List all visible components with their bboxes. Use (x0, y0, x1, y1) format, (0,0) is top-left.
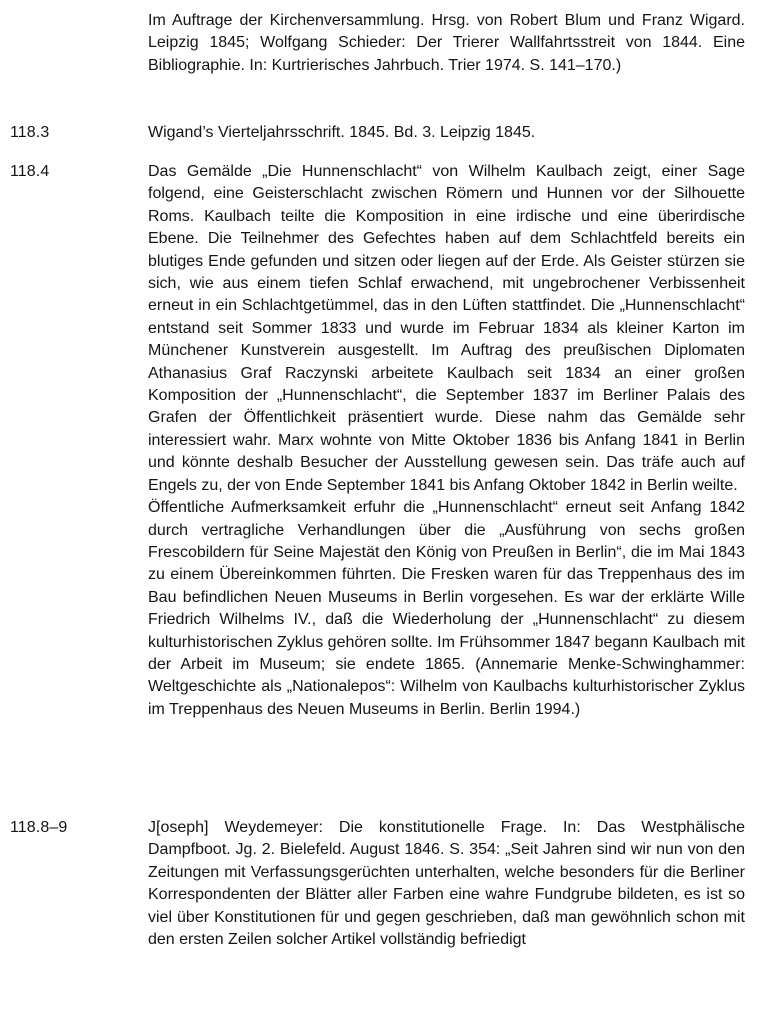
entry-text (148, 10, 745, 77)
entry-paragraph: J[oseph] Weydemeyer: Die konstitutionelle Frage. In: Das Westphälische Dampfboot. Jg. 2. Bielefeld. August 1846. S. 354: „Seit Jahren sind wir nun von den Zeitungen mit Verfassungsgerüchten unterhalten, welche besonders für die Berliner Korrespondenten der Blätter aller Farben eine wahre Fundgrube bildeten, es ist so viel über Konstitutionen für und gegen geschrieben, daß man gewöhnlich schon mit den ersten Zeilen solcher Artikel vollständig befriedigt (148, 819, 745, 949)
entry-text (148, 161, 745, 721)
entry-paragraph: Im Auftrage der Kirchenversammlung. Hrsg. von Robert Blum und Franz Wigard. Leipzig 1845; Wolfgang Schieder: Der Trierer Wallfahrtsstreit von 1844. Eine Bibliographie. In: Kurtrierisches Jahrbuch. Trier 1974. S. 141–170.) (148, 12, 745, 74)
entry-text (148, 122, 745, 144)
entry-paragraph: Wigand’s Vierteljahrsschrift. 1845. Bd. 3. Leipzig 1845. (148, 124, 536, 141)
line-reference: 118.3 (10, 124, 50, 141)
entry-paragraph: Öffentliche Aufmerksamkeit erfuhr die „Hunnenschlacht“ erneut seit Anfang 1842 durch vertragliche Verhandlungen über die „Ausführung von sechs großen Frescobildern für Seine Majestät den König von Preußen in Berlin“, die im Mai 1843 zu einem Übereinkommen führten. Die Fresken waren für das Treppenhaus des im Bau befindlichen Neuen Museums in Berlin vorgesehen. Es war der erklärte Wille Friedrich Wilhelms IV., daß die Wiederholung der „Hunnenschlacht“ zu diesem kulturhistorischen Zyklus gehören sollte. Im Frühsommer 1847 begann Kaulbach mit der Arbeit im Museum; sie endete 1865. (Annemarie Menke-Schwinghammer: Weltgeschichte als „Nationalepos“: Wilhelm von Kaulbachs kulturhistorischer Zyklus im Treppenhaus des Neuen Museums in Berlin. Berlin 1994.) (148, 499, 745, 718)
line-reference: 118.8–9 (10, 819, 68, 836)
entry-paragraph: Das Gemälde „Die Hunnenschlacht“ von Wilhelm Kaulbach zeigt, einer Sage folgend, eine Geisterschlacht zwischen Römern und Hunnen vor der Silhouette Roms. Kaulbach teilte die Komposition in eine irdische und eine überirdische Ebene. Die Teilnehmer des Gefechtes haben auf dem Schlachtfeld bereits ein blutiges Ende gefunden und sitzen oder liegen auf der Erde. Als Geister stürzen sie sich, wie aus einem tiefen Schlaf erwachend, mit ungebrochener Verbissenheit erneut in ein Schlachtgetümmel, das in den Lüften stattfindet. Die „Hunnenschlacht“ entstand seit Sommer 1833 und wurde im Februar 1834 als kleiner Karton im Münchener Kunstverein ausgestellt. Im Auftrag des preußischen Diplomaten Athanasius Graf Raczynski arbeitete Kaulbach seit 1834 an einer großen Komposition der „Hunnenschlacht“, die September 1837 im Berliner Palais des Grafen der Öffentlichkeit präsentiert wurde. Diese nahm das Gemälde sehr interessiert wahr. Marx wohnte von Mitte Oktober 1836 bis Anfang 1841 in Berlin und könnte deshalb Besucher der Ausstellung gewesen sein. Das träfe auch auf Engels zu, der von Ende September 1841 bis Anfang Oktober 1842 in Berlin weilte. (148, 163, 745, 494)
line-reference: 118.4 (10, 163, 50, 180)
entry-text (148, 817, 745, 951)
